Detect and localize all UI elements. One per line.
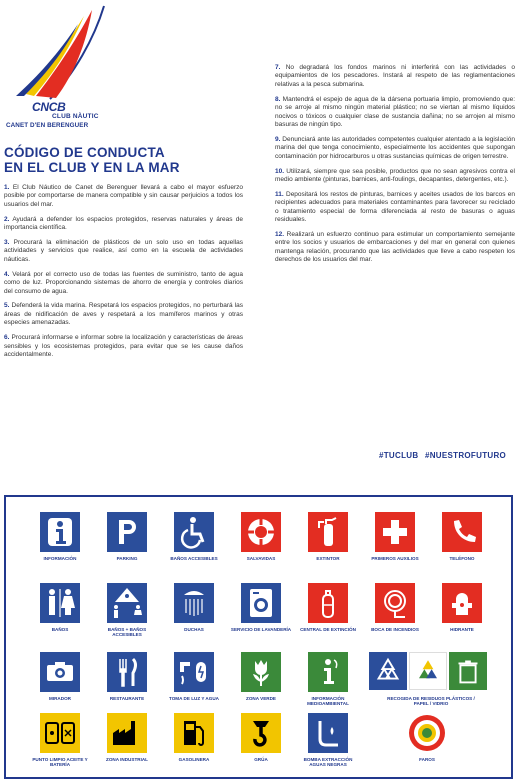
logo-name: CLUB NÀUTIC: [52, 113, 99, 120]
sign-label-punto-limpio: PUNTO LIMPIO ACEITE Y BATERÍA: [32, 757, 88, 768]
rule-number: 12.: [275, 231, 285, 238]
rule-number: 1.: [4, 184, 10, 191]
extinguisher-icon: [308, 512, 348, 552]
sign-label-bomba-aguas-negras: BOMBA EXTRACCIÓN AGUAS NEGRAS: [303, 757, 353, 768]
rule-item: [275, 96, 515, 130]
sign-label-zona-verde: ZONA VERDE: [246, 696, 276, 701]
cutlery-icon: [107, 652, 147, 692]
rule-item: [4, 184, 243, 209]
rule-text: Utilizará, siempre que sea posible, productos que no sean agresivos contra el medio ambiente (pinturas, barnices, anti-foulings, decapantes, detergentes, etc.).: [275, 167, 515, 183]
rule-text: Denunciará ante las autoridades competentes cualquier atentado a la legislación marina del que tenga conocimiento, especialmente los accidentes que supongan contaminación por hidrocarburos u otras sustancias químicas de origen terrestre.: [275, 135, 515, 160]
sign-label-telefono: TELÉFONO: [449, 556, 475, 561]
rules-column-right: [275, 64, 515, 271]
sign-label-grua: GRÚA: [254, 757, 268, 762]
rule-text: Defenderá la vida marina. Respetará los espacios protegidos, no perturbará las áreas de nidificación de aves y respetará a los mamíferos marinos y otras especies amenazadas.: [4, 302, 243, 327]
rule-text: Realizará un esfuerzo continuo para estimular un comportamiento semejante entre los socios y usuarios de embarcaciones y del mar en general con quienes mantenga relación, procurando que las actividades que lleve a cabo respeten los derechos de los usuarios del mar.: [275, 231, 515, 264]
sign-label-primeros-auxilios: PRIMEROS AUXILIOS: [371, 556, 419, 561]
sign-label-restaurante: RESTAURANTE: [109, 696, 145, 701]
parking-icon: [107, 512, 147, 552]
sign-label-salvavidas: SALVAVIDAS: [246, 556, 276, 561]
sign-label-central-extincion: CENTRAL DE EXTINCIÓN: [300, 627, 356, 632]
rule-number: 6.: [4, 334, 10, 342]
rule-number: 9.: [275, 135, 281, 143]
logo-brand: CNCB: [32, 100, 66, 114]
sail-logo-icon: [4, 4, 124, 104]
hashtag-nuestrofuturo: #NUESTROFUTURO: [424, 451, 507, 460]
fuel-pump-icon: [174, 713, 214, 753]
sign-label-informacion: INFORMACIÓN: [43, 556, 77, 561]
lifebuoy-icon: [241, 512, 281, 552]
lighthouse-icon: [407, 713, 447, 753]
sign-label-zona-industrial: ZONA INDUSTRIAL: [106, 757, 148, 762]
sign-label-banos: BAÑOS: [51, 627, 69, 632]
sign-label-banos-mas-accesibles: BAÑOS + BAÑOS ACCESIBLES: [107, 627, 147, 638]
sign-label-parking: PARKING: [116, 556, 138, 561]
rule-number: 10.: [275, 167, 285, 175]
sign-label-mirador: MIRADOR: [49, 696, 71, 701]
rule-item: [4, 334, 243, 359]
tulip-icon: [241, 652, 281, 692]
rule-item: [275, 191, 515, 225]
oil-battery-icon: [40, 713, 80, 753]
rule-number: 3.: [4, 239, 10, 247]
sign-label-extintor: EXTINTOR: [316, 556, 340, 561]
rule-text: Depositará los restos de pinturas, barnices y aceites usados de los barcos en recipientes adecuados para materiales contaminantes para favorecer su reciclado o tratamiento especial de forma diferenciada al resto de basuras o aguas residuales.: [275, 190, 515, 224]
title-line-1: CÓDIGO DE CONDUCTA: [4, 145, 165, 160]
washing-machine-icon: [241, 583, 281, 623]
sign-label-duchas: DUCHAS: [184, 627, 204, 632]
info-icon: [40, 512, 80, 552]
rule-item: [275, 64, 515, 89]
env-info-icon: [308, 652, 348, 692]
sewage-pump-icon: [308, 713, 348, 753]
hydrant-icon: [442, 583, 482, 623]
toilets-accessible-icon: [107, 583, 147, 623]
phone-icon: [442, 512, 482, 552]
rule-text: Procurará la eliminación de plásticos de un solo uso en todas aquellas actividades y servicios que realice, así como en la escuela de actividades náuticas.: [4, 239, 243, 263]
rule-item: [4, 302, 243, 327]
water-power-icon: [174, 652, 214, 692]
page-title: [4, 145, 254, 175]
rules-column-left: [4, 184, 243, 366]
rule-item: [275, 168, 515, 185]
rule-text: Ayudará a defender los espacios protegidos, reservas naturales y áreas de importancia científica.: [4, 215, 243, 232]
club-logo: [4, 4, 124, 132]
rule-number: 11.: [275, 190, 284, 198]
sign-label-banos-accesibles: BAÑOS ACCESIBLES: [170, 556, 218, 561]
sign-label-boca-incendios: BOCA DE INCENDIOS: [371, 627, 419, 632]
rule-number: 5.: [4, 302, 10, 310]
sign-label-info-medioambiental: INFORMACIÓN MEDIOAMBIENTAL: [307, 696, 349, 707]
sign-label-faros: FAROS: [419, 757, 435, 762]
rule-item: [275, 136, 515, 161]
hashtags: [375, 451, 506, 460]
signage-panel: [4, 495, 513, 779]
rule-number: 4.: [4, 270, 10, 278]
crane-hook-icon: [241, 713, 281, 753]
sign-label-hidrante: HIDRANTE: [450, 627, 474, 632]
factory-icon: [107, 713, 147, 753]
shower-icon: [174, 583, 214, 623]
toilets-icon: [40, 583, 80, 623]
rule-item: [275, 231, 515, 265]
rule-item: [4, 239, 243, 264]
rule-text: El Club Náutico de Canet de Berenguer llevará a cabo el mayor esfuerzo posible por comportarse de manera compatible y sin causar perjuicios a todos los usuarios del mar.: [4, 184, 243, 208]
rule-number: 7.: [275, 64, 281, 71]
fire-central-icon: [308, 583, 348, 623]
rule-item: [4, 271, 243, 296]
rule-text: Velará por el correcto uso de todas las fuentes de suministro, tanto de agua como de luz. Proporcionando sistemas de ahorro de energía y controles diarios del consumo de agua.: [4, 270, 243, 295]
title-line-2: EN EL CLUB Y EN LA MAR: [4, 160, 180, 175]
rule-number: 2.: [4, 215, 10, 223]
recycle-paper-icon: [409, 652, 447, 690]
sign-label-lavanderia: SERVICIO DE LAVANDERÍA: [230, 627, 292, 632]
rule-text: Procurará informarse e informar sobre la localización y características de áreas sensibles y los ecosistemas protegidos, para evitar que se les cause daños accidentalmente.: [4, 334, 243, 358]
rule-text: Mantendrá el espejo de agua de la dársena portuaria limpio, promoviendo que: no se arroje al mismo ningún material plástico; no se viertan al mismo líquidos nocivos o tóxicos o cualquier clase de sustancia dañina; no se arrojen al mismo basuras de ningún tipo.: [275, 95, 515, 128]
rule-number: 8.: [275, 95, 281, 103]
hashtag-tuclub: #TUCLUB: [379, 451, 419, 460]
first-aid-icon: [375, 512, 415, 552]
sign-label-gasolinera: GASOLINERA: [178, 757, 210, 762]
camera-icon: [40, 652, 80, 692]
recycle-plastic-icon: [369, 652, 407, 690]
wheelchair-icon: [174, 512, 214, 552]
rule-item: [4, 216, 243, 233]
rule-text: No degradará los fondos marinos ni interferirá con las actividades o equipamientos de los pescadores. Instará al respeto de las reglamentaciones relativas a la pesca submarina.: [275, 64, 515, 88]
trash-bin-icon: [449, 652, 487, 690]
logo-location: CANET D'EN BERENGUER: [6, 122, 89, 129]
fire-hose-icon: [375, 583, 415, 623]
sign-label-reciclaje: RECOGIDA DE RESIDUOS PLÁSTICOS / PAPEL / VIDRIO: [387, 696, 475, 707]
sign-label-toma-luz-agua: TOMA DE LUZ Y AGUA: [169, 696, 219, 701]
